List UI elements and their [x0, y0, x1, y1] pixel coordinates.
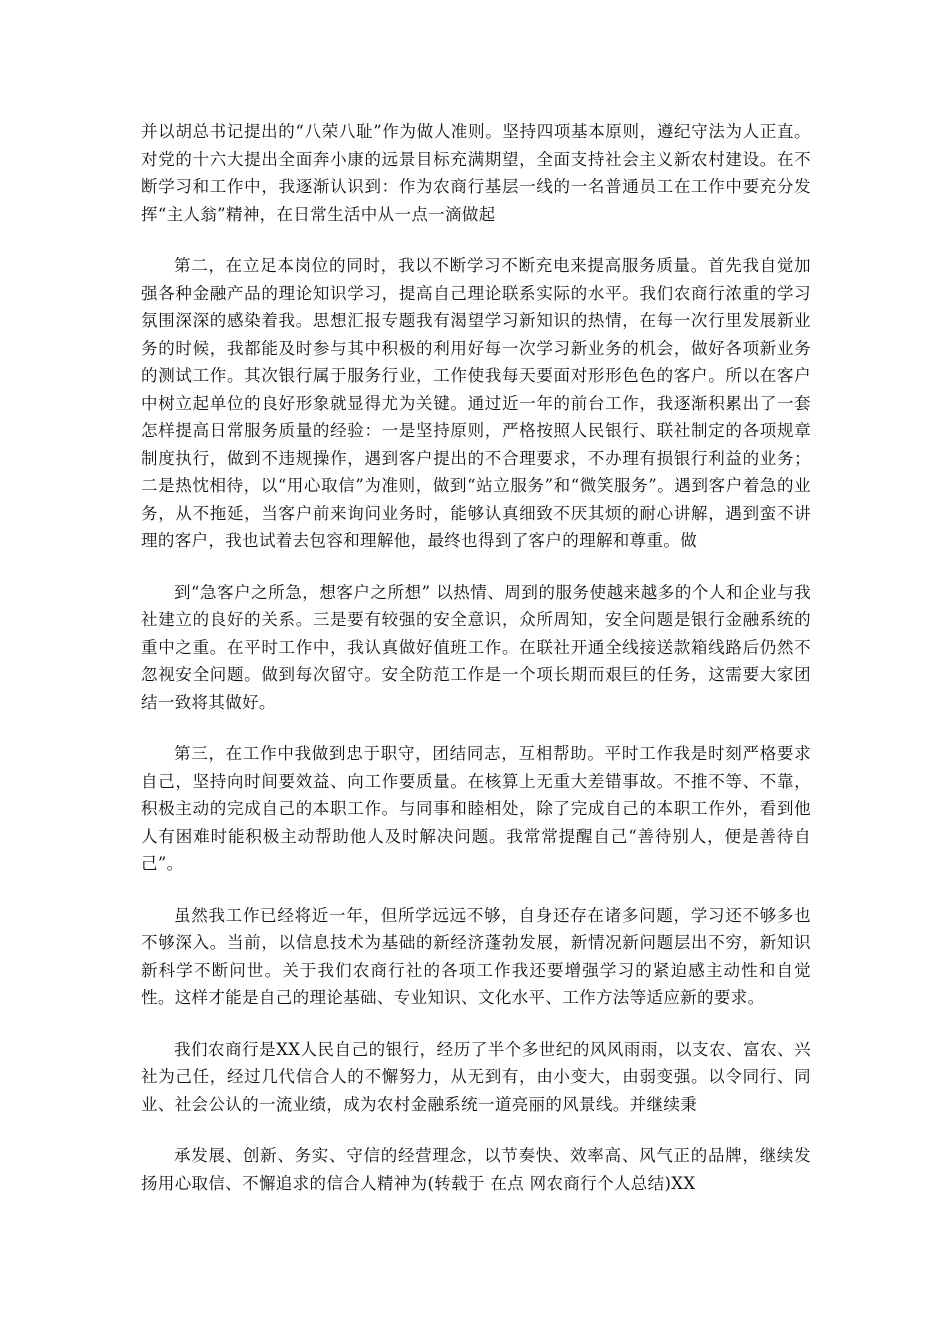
paragraph-7: 承发展、创新、务实、守信的经营理念，以节奏快、效率高、风气正的品牌，继续发扬用心取信、不懈追求的信合人精神为(转载于 在点 网农商行个人总结)XX [141, 1146, 811, 1193]
paragraph-6: 我们农商行是XX人民自己的银行，经历了半个多世纪的风风雨雨，以支农、富农、兴社为己任，经过几代信合人的不懈努力，从无到有，由小变大，由弱变强。以令同行、同业、社会公认的一流业绩，成为农村金融系统一道亮丽的风景线。并继续秉 [141, 1039, 811, 1114]
paragraph-2: 第二，在立足本岗位的同时，我以不断学习不断充电来提高服务质量。首先我自觉加强各种金融产品的理论知识学习，提高自己理论联系实际的水平。我们农商行浓重的学习氛围深深的感染着我。思想汇报专题我有渴望学习新知识的热情，在每一次行里发展新业务的时候，我都能及时参与其中积极的利用好每一次学习新业务的机会，做好各项新业务的测试工作。其次银行属于服务行业，工作使我每天要面对形形色色的客户。所以在客户中树立起单位的良好形象就显得尤为关键。通过近一年的前台工作，我逐渐积累出了一套怎样提高日常服务质量的经验：一是坚持原则，严格按照人民银行、联社制定的各项规章制度执行，做到不违规操作，遇到客户提出的不合理要求，不办理有损银行利益的业务；二是热忱相待，以“用心取信”为准则，做到“站立服务”和“微笑服务”。遇到客户着急的业务，从不拖延，当客户前来询问业务时，能够认真细致不厌其烦的耐心讲解，遇到蛮不讲理的客户，我也试着去包容和理解他，最终也得到了客户的理解和尊重。做 [141, 256, 811, 550]
paragraph-4: 第三，在工作中我做到忠于职守，团结同志，互相帮助。平时工作我是时刻严格要求自己，坚持向时间要效益、向工作要质量。在核算上无重大差错事故。不推不等、不靠，积极主动的完成自己的本职工作。与同事和睦相处，除了完成自己的本职工作外，看到他人有困难时能积极主动帮助他人及时解决问题。我常常提醒自己“善待别人，便是善待自己”。 [141, 744, 811, 873]
paragraph-3: 到“急客户之所急，想客户之所想” 以热情、周到的服务使越来越多的个人和企业与我社建立的良好的关系。三是要有较强的安全意识，众所周知，安全问题是银行金融系统的重中之重。在平时工作中，我认真做好值班工作。在联社开通全线接送款箱线路后仍然不忽视安全问题。做到每次留守。安全防范工作是一个项长期而艰巨的任务，这需要大家团结一致将其做好。 [141, 582, 811, 712]
paragraph-5: 虽然我工作已经将近一年，但所学远远不够，自身还存在诸多问题，学习还不够多也不够深入。当前，以信息技术为基础的新经济蓬勃发展，新情况新问题层出不穷，新知识新科学不断问世。关于我们农商行社的各项工作我还要增强学习的紧迫感主动性和自觉性。这样才能是自己的理论基础、专业知识、文化水平、工作方法等适应新的要求。 [141, 905, 811, 1007]
paragraph-1: 并以胡总书记提出的“八荣八耻”作为做人准则。坚持四项基本原则，遵纪守法为人正直。对党的十六大提出全面奔小康的远景目标充满期望，全面支持社会主义新农村建设。在不断学习和工作中，我逐渐认识到：作为农商行基层一线的一名普通员工在工作中要充分发挥“主人翁”精神，在日常生活中从一点一滴做起 [141, 122, 811, 224]
document-body [141, 118, 811, 1221]
